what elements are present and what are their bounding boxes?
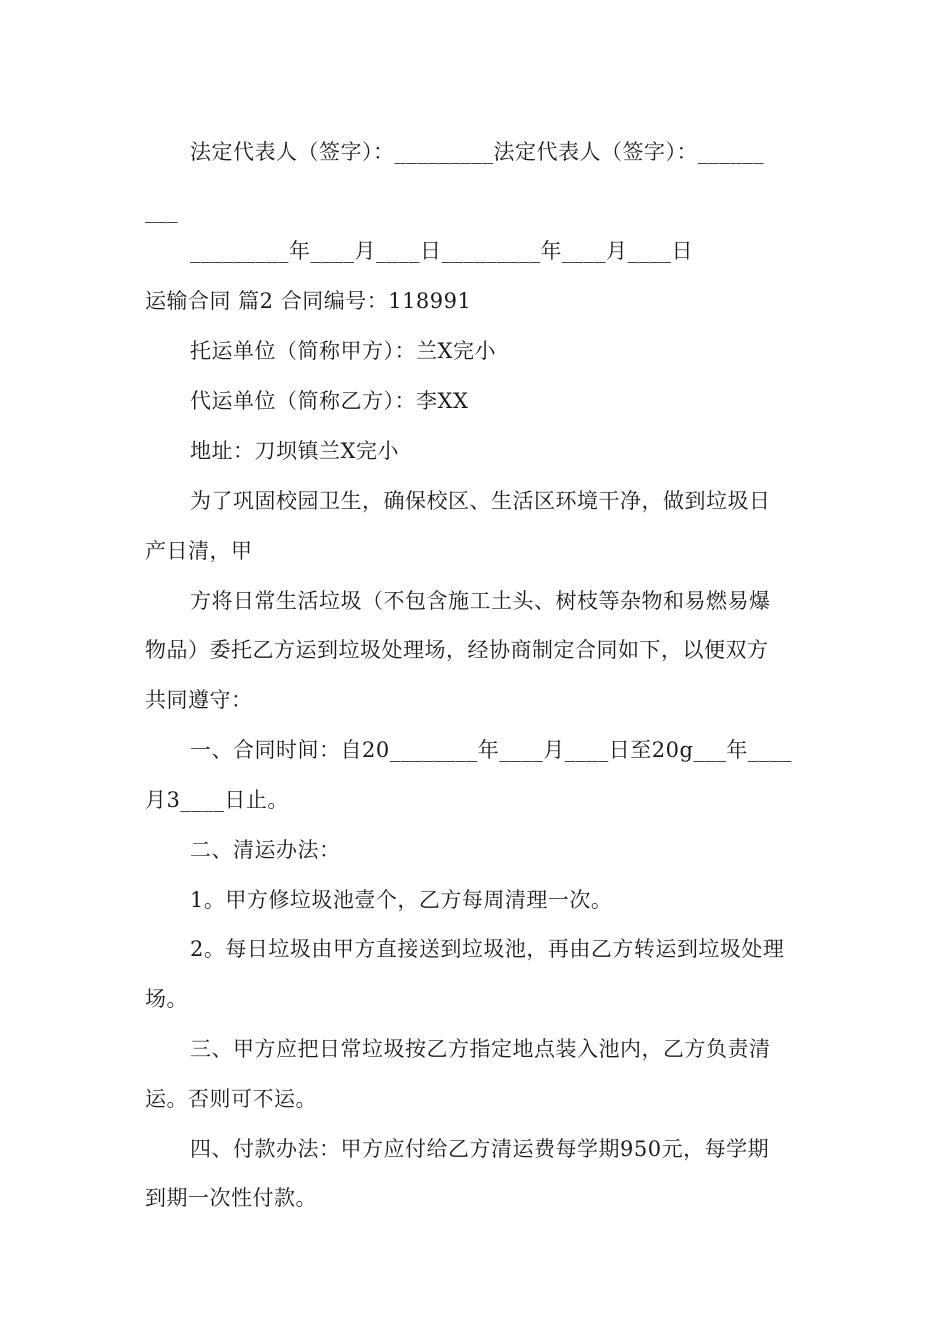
- paragraph-line: 方将日常生活垃圾（不包含施工土头、树枝等杂物和易燃易爆: [190, 589, 771, 613]
- carrier-line: 代运单位（简称乙方）：李XX: [190, 389, 469, 413]
- signature-line: 法定代表人（签字）：_________法定代表人（签字）：______: [190, 140, 764, 164]
- consignor-line: 托运单位（简称甲方）：兰X完小: [190, 339, 496, 363]
- address-line: 地址：刀坝镇兰X完小: [190, 439, 399, 463]
- clause-line: 四、付款办法：甲方应付给乙方清运费每学期950元，每学期: [190, 1137, 770, 1161]
- clause-line: 月3____日止。: [145, 788, 289, 812]
- clause-heading: 二、清运办法：: [190, 838, 341, 862]
- clause-line: 1。甲方修垃圾池壹个，乙方每周清理一次。: [190, 888, 613, 912]
- date-line: _________年____月____日_________年____月____日: [190, 239, 693, 263]
- clause-line: 2。每日垃圾由甲方直接送到垃圾池，再由乙方转运到垃圾处理: [190, 937, 785, 961]
- paragraph-line: 共同遵守：: [145, 688, 253, 712]
- clause-line: 一、合同时间：自20________年____月____日至20g___年____: [190, 738, 792, 762]
- clause-line: 到期一次性付款。: [145, 1186, 317, 1210]
- clause-line: 三、甲方应把日常垃圾按乙方指定地点装入池内，乙方负责清: [190, 1037, 771, 1061]
- signature-line-continuation: ___: [145, 199, 178, 223]
- clause-line: 场。: [145, 987, 188, 1011]
- paragraph-line: 为了巩固校园卫生，确保校区、生活区环境干净，做到垃圾日: [190, 489, 771, 513]
- clause-line: 运。否则可不运。: [145, 1087, 317, 1111]
- paragraph-line: 产日清，甲: [145, 539, 253, 563]
- contract-title: 运输合同 篇2 合同编号：118991: [145, 289, 472, 313]
- paragraph-line: 物品）委托乙方运到垃圾处理场，经协商制定合同如下，以便双方: [145, 638, 769, 662]
